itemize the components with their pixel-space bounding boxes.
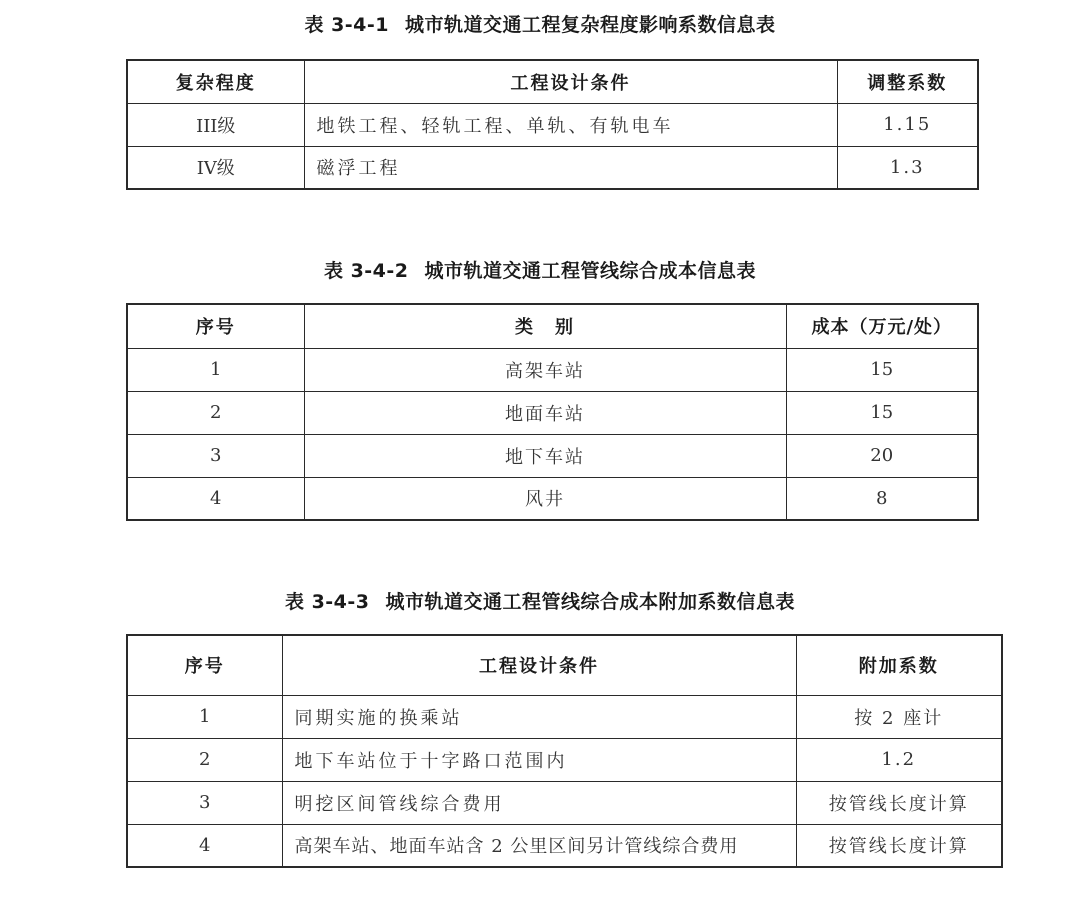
cell-serial: 3	[127, 434, 304, 477]
table-header-row	[127, 304, 978, 348]
table3-caption-number: 表 3-4-3	[284, 591, 370, 613]
cell-category: 地下车站	[304, 434, 786, 477]
header-adjust-factor: 调整系数	[837, 60, 978, 103]
cell-serial: 1	[127, 695, 282, 738]
cell-serial: 4	[127, 824, 282, 867]
table2-caption-number: 表 3-4-2	[323, 260, 409, 282]
table1-caption-number: 表 3-4-1	[304, 14, 390, 36]
cell-factor: 按管线长度计算	[796, 824, 1002, 867]
table-header-row	[127, 635, 1002, 695]
header-additional-factor: 附加系数	[796, 635, 1002, 695]
cell-cost: 8	[786, 477, 978, 520]
table-row	[127, 695, 1002, 738]
cell-serial: 4	[127, 477, 304, 520]
table-row	[127, 738, 1002, 781]
cell-category: 风井	[304, 477, 786, 520]
table-row	[127, 146, 978, 189]
header-serial: 序号	[127, 304, 304, 348]
cell-level: IV级	[127, 146, 304, 189]
cell-category: 地面车站	[304, 391, 786, 434]
table3-caption-title: 城市轨道交通工程管线综合成本附加系数信息表	[385, 591, 796, 613]
cell-factor: 1.15	[837, 103, 978, 146]
cell-factor: 按 2 座计	[796, 695, 1002, 738]
table-row	[127, 477, 978, 520]
cell-serial: 1	[127, 348, 304, 391]
header-design-condition: 工程设计条件	[304, 60, 837, 103]
cell-factor: 1.2	[796, 738, 1002, 781]
cell-condition: 高架车站、地面车站含 2 公里区间另计管线综合费用	[282, 824, 796, 867]
table-header-row	[127, 60, 978, 103]
table-row	[127, 781, 1002, 824]
header-complexity: 复杂程度	[127, 60, 304, 103]
header-design-condition: 工程设计条件	[282, 635, 796, 695]
cell-condition: 地下车站位于十字路口范围内	[282, 738, 796, 781]
cell-cost: 20	[786, 434, 978, 477]
pipeline-additional-factor-table	[126, 634, 1003, 868]
table-row	[127, 391, 978, 434]
table-row	[127, 824, 1002, 867]
cell-level: III级	[127, 103, 304, 146]
header-cost: 成本（万元/处）	[786, 304, 978, 348]
header-category: 类 别	[304, 304, 786, 348]
cell-cost: 15	[786, 348, 978, 391]
table3-caption	[0, 587, 1080, 614]
cell-condition: 同期实施的换乘站	[282, 695, 796, 738]
table1-caption-title: 城市轨道交通工程复杂程度影响系数信息表	[405, 14, 776, 36]
table2-caption-title: 城市轨道交通工程管线综合成本信息表	[424, 260, 757, 282]
complexity-factor-table	[126, 59, 979, 190]
table-row	[127, 103, 978, 146]
header-serial: 序号	[127, 635, 282, 695]
cell-cost: 15	[786, 391, 978, 434]
table-row	[127, 348, 978, 391]
table2-caption	[0, 256, 1080, 283]
cell-condition: 地铁工程、轻轨工程、单轨、有轨电车	[304, 103, 837, 146]
cell-serial: 2	[127, 738, 282, 781]
table-row	[127, 434, 978, 477]
cell-factor: 1.3	[837, 146, 978, 189]
cell-category: 高架车站	[304, 348, 786, 391]
cell-condition: 明挖区间管线综合费用	[282, 781, 796, 824]
table1-caption	[0, 10, 1080, 37]
cell-condition: 磁浮工程	[304, 146, 837, 189]
cell-serial: 3	[127, 781, 282, 824]
cell-factor: 按管线长度计算	[796, 781, 1002, 824]
cell-serial: 2	[127, 391, 304, 434]
pipeline-cost-table	[126, 303, 979, 521]
